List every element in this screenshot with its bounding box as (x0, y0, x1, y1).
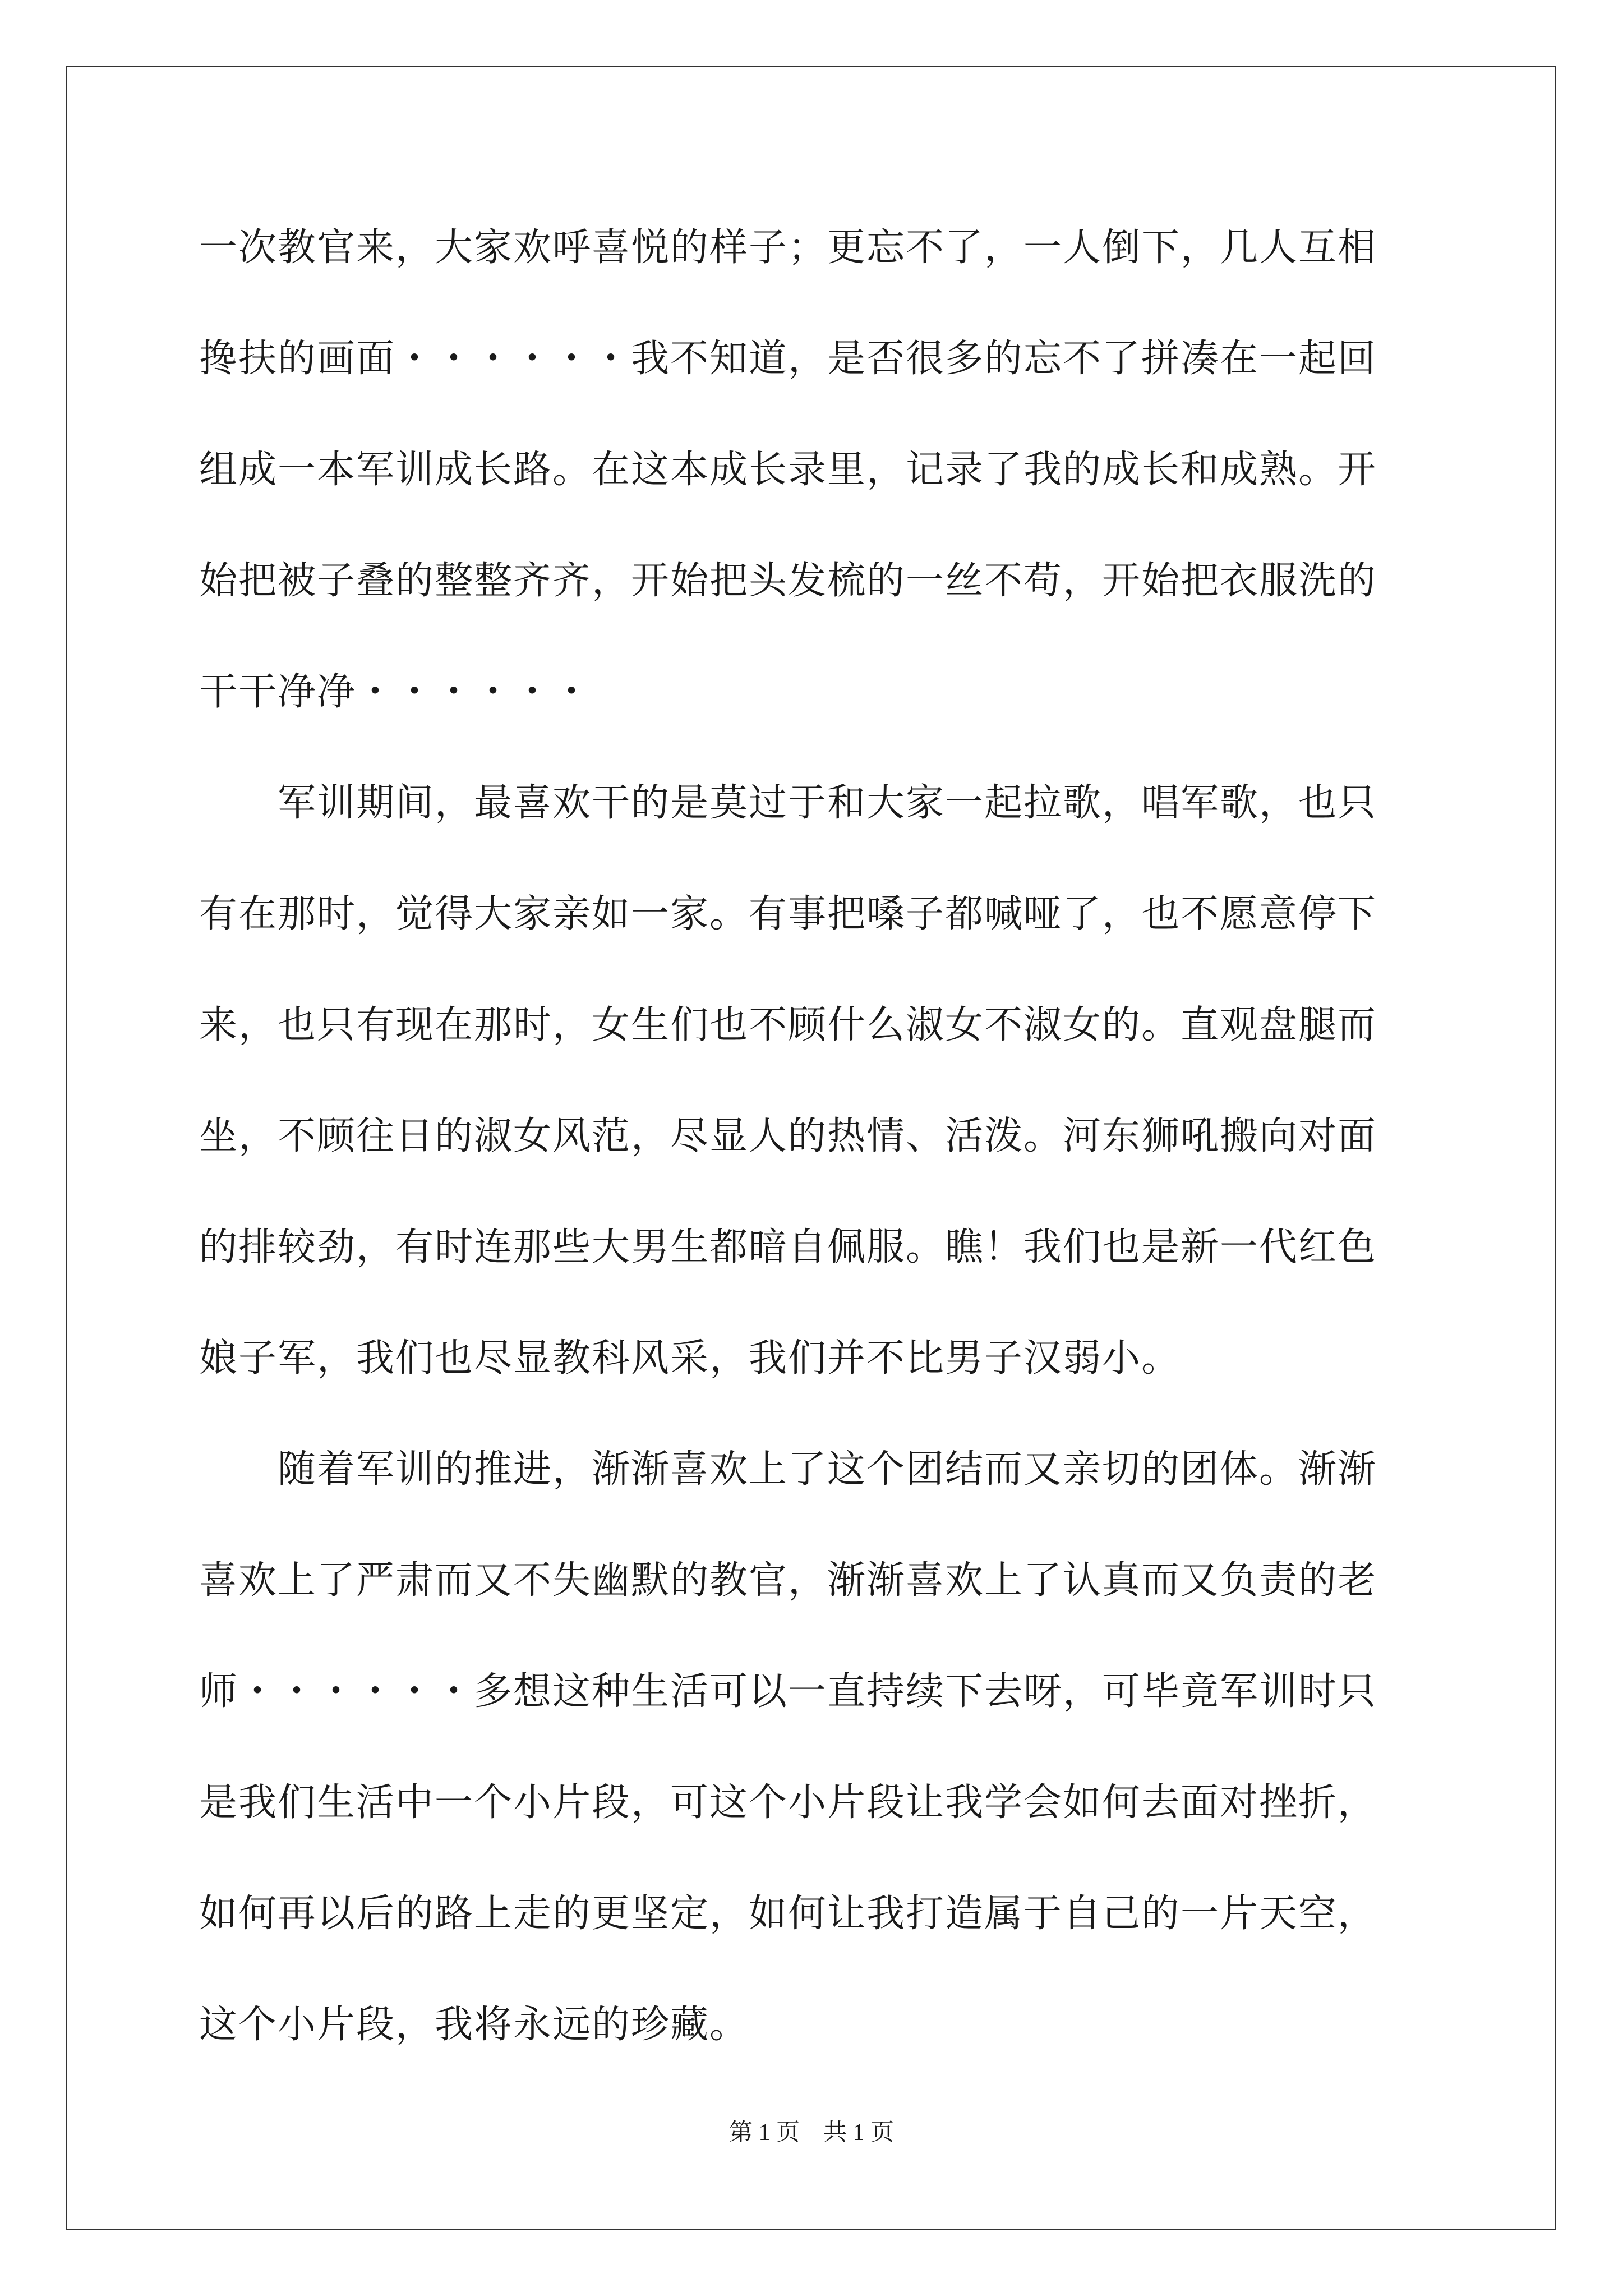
text-line: 有在那时，觉得大家亲如一家。有事把嗓子都喊哑了，也不愿意停下 (199, 892, 1377, 936)
text-line: 是我们生活中一个小片段，可这个小片段让我学会如何去面对挫折， (199, 1780, 1377, 1825)
text-line: 搀扶的画面・・・・・・我不知道，是否很多的忘不了拼凑在一起回 (199, 337, 1377, 381)
text-line: 组成一本军训成长路。在这本成长录里，记录了我的成长和成熟。开 (199, 448, 1377, 492)
text-line: 师・・・・・・多想这种生活可以一直持续下去呀，可毕竟军训时只 (199, 1669, 1377, 1714)
text-line: 干干净净・・・・・・ (199, 670, 592, 714)
text-line: 这个小片段，我将永远的珍藏。 (199, 2003, 749, 2047)
text-line: 一次教官来，大家欢呼喜悦的样子；更忘不了，一人倒下，几人互相 (199, 226, 1377, 270)
text-line: 的排较劲，有时连那些大男生都暗自佩服。瞧！我们也是新一代红色 (199, 1225, 1377, 1269)
text-line: 来，也只有现在那时，女生们也不顾什么淑女不淑女的。直观盘腿而 (199, 1003, 1377, 1047)
text-line: 军训期间，最喜欢干的是莫过于和大家一起拉歌，唱军歌，也只 (199, 781, 1377, 825)
text-line: 始把被子叠的整整齐齐，开始把头发梳的一丝不苟，开始把衣服洗的 (199, 559, 1377, 603)
text-line: 喜欢上了严肃而又不失幽默的教官，渐渐喜欢上了认真而又负责的老 (199, 1558, 1377, 1603)
page-number-footer: 第 1 页 共 1 页 (728, 2120, 894, 2146)
text-line: 如何再以后的路上走的更坚定，如何让我打造属于自己的一片天空， (199, 1892, 1377, 1936)
text-line: 坐，不顾往日的淑女风范，尽显人的热情、活泼。河东狮吼搬向对面 (199, 1114, 1377, 1158)
text-line: 随着军训的推进，渐渐喜欢上了这个团结而又亲切的团体。渐渐 (199, 1447, 1377, 1492)
text-line: 娘子军，我们也尽显教科风采，我们并不比男子汉弱小。 (199, 1336, 1181, 1381)
document-body (199, 214, 1438, 2102)
